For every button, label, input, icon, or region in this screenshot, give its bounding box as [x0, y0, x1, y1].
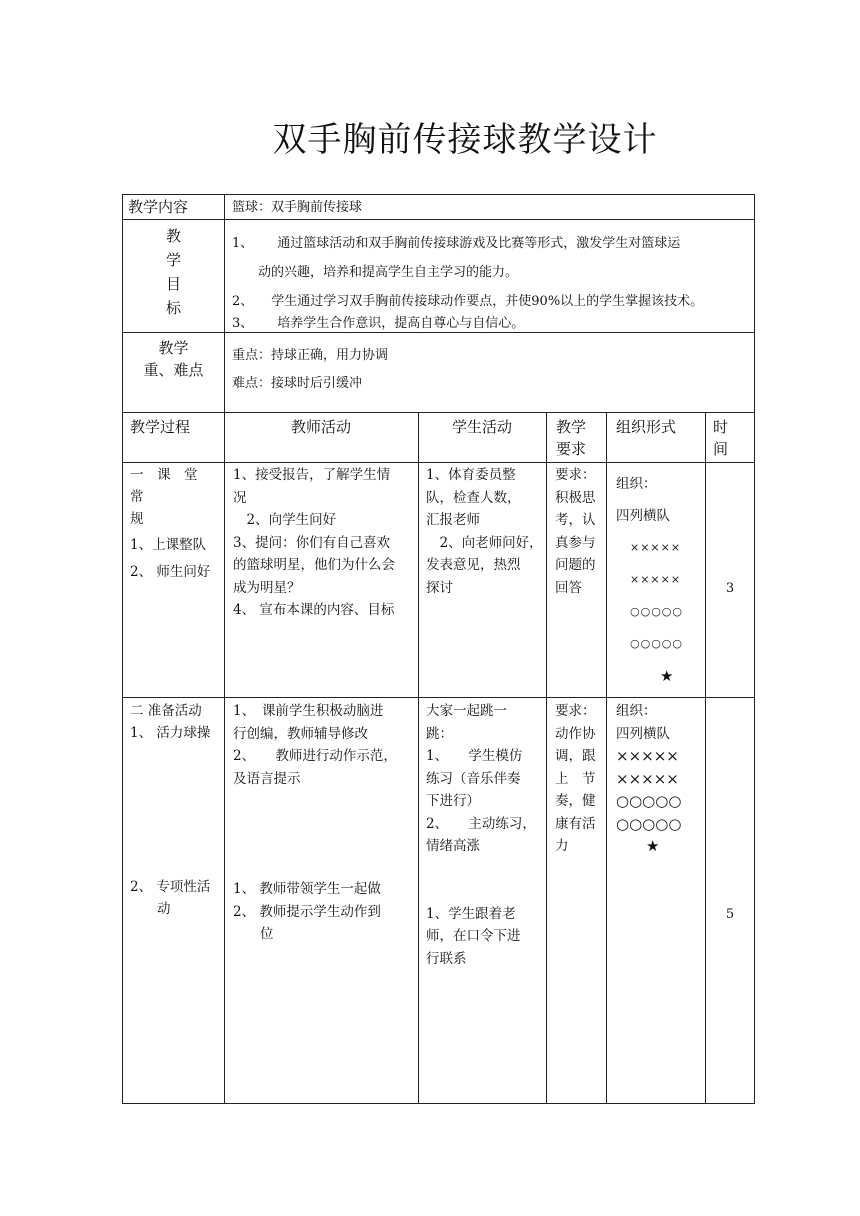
- objectives-label-char: 学: [165, 251, 181, 269]
- student-line: 行联系: [426, 950, 467, 967]
- requirement-line: 调，跟: [555, 748, 596, 764]
- formation-row: ○○○○○: [630, 637, 683, 650]
- header-organization: 组织形式: [616, 418, 677, 436]
- objective-item-1: [232, 229, 752, 258]
- objective-text: 培养学生合作意识，提高自尊心与自信心。: [277, 316, 525, 331]
- teacher-line: 位: [233, 926, 274, 942]
- organization-title: 组织：: [616, 703, 657, 719]
- teacher-line: 1、 课前学生积极动脑进: [233, 703, 384, 719]
- organization-formation: 四列横队: [616, 508, 670, 524]
- content-label: 教学内容: [128, 198, 189, 216]
- process-line: 1、上课整队: [130, 537, 207, 553]
- process-line: 一 课 堂 常: [130, 467, 211, 505]
- requirement-line: 力: [555, 838, 569, 854]
- objective-text: 通过篮球活动和双手胸前传接球游戏及比赛等形式，激发学生对篮球运: [277, 236, 681, 251]
- header-process: 教学过程: [130, 418, 191, 436]
- header-time-line: 间: [713, 440, 729, 458]
- header-requirement-line: 要求: [556, 440, 587, 458]
- student-line: 探讨: [426, 579, 453, 596]
- requirement-line: 要求：: [555, 703, 596, 719]
- teacher-line: 成为明星？: [233, 579, 301, 596]
- requirement-line: 动作协: [555, 725, 596, 742]
- objective-text: 学生通过学习双手胸前传接球动作要点，并使90%以上的学生掌握该技术。: [271, 294, 704, 309]
- requirement-line: 康有活: [555, 815, 596, 832]
- organization-title: 组织：: [616, 476, 657, 492]
- row2-teacher: [233, 700, 415, 946]
- keypoints-label-line: 重、难点: [143, 361, 204, 379]
- objective-text-cont: 动的兴趣，培养和提高学生自主学习的能力。: [258, 265, 519, 280]
- formation-row: ×××××: [630, 541, 682, 554]
- header-teacher: 教师活动: [290, 418, 351, 436]
- objectives-label-char: 标: [165, 299, 181, 317]
- requirement-line: 考，认: [555, 512, 596, 528]
- student-line: 练习（音乐伴奏: [426, 770, 521, 787]
- formation-row: ×××××: [630, 573, 682, 586]
- process-line: 规: [130, 511, 144, 527]
- teacher-line: 的篮球明星，他们为什么会: [233, 557, 395, 573]
- row2-time: 5: [725, 907, 735, 922]
- content-value: 篮球：双手胸前传接球: [232, 200, 363, 215]
- row2-organization: [616, 700, 704, 858]
- row2-student: [426, 700, 544, 970]
- formation-row: ○○○○○: [630, 605, 683, 618]
- requirement-line: 回答: [555, 579, 582, 596]
- requirement-line: 要求：: [555, 467, 596, 483]
- objectives-list: [232, 229, 752, 331]
- keypoints-label: [123, 337, 224, 381]
- row1-time: 3: [725, 581, 735, 596]
- student-line: 1、 学生模仿: [426, 748, 523, 764]
- student-line: 队，检查人数，: [426, 489, 521, 506]
- process-line: 2、 专项性活: [130, 879, 211, 895]
- row1-requirement: [555, 464, 605, 599]
- row2-requirement: [555, 700, 605, 858]
- objectives-label: [123, 224, 224, 320]
- key-point: 重点：持球正确，用力协调: [232, 348, 389, 363]
- teacher-line: 4、 宣布本课的内容、目标: [233, 602, 395, 618]
- student-line: 2、 主动练习，: [426, 815, 536, 832]
- teacher-line: 2、 教师进行动作示范，: [233, 748, 397, 764]
- row1-teacher: [233, 464, 415, 622]
- objective-num: 1、: [232, 236, 254, 251]
- organization-formation: 四列横队: [616, 725, 670, 742]
- objectives-label-char: 教: [165, 227, 181, 245]
- student-line: 下进行）: [426, 793, 480, 809]
- keypoints-content: [232, 342, 732, 398]
- header-student: 学生活动: [451, 418, 512, 436]
- requirement-line: 积极思: [555, 489, 596, 506]
- header-requirement: [556, 416, 606, 460]
- document-title: 双手胸前传接球教学设计: [272, 120, 658, 160]
- process-line: 二 准备活动: [130, 703, 202, 719]
- requirement-line: 奏，健: [555, 793, 596, 809]
- teacher-line: 况: [233, 489, 247, 506]
- teacher-star-icon: ★: [646, 837, 660, 855]
- teacher-line: 3、提问：你们有自己喜欢: [233, 534, 391, 551]
- formation-row: ×××××: [616, 747, 679, 765]
- teacher-line: 1、接受报告，了解学生情: [233, 467, 391, 483]
- objectives-label-char: 目: [165, 275, 181, 293]
- requirement-line: 真参与: [555, 534, 596, 551]
- student-line: 师，在口令下进: [426, 928, 521, 944]
- requirement-line: 上 节: [555, 770, 596, 787]
- formation-row: ×××××: [616, 769, 679, 788]
- header-requirement-line: 教学: [556, 418, 587, 436]
- student-line: 2、向老师问好，: [426, 534, 543, 551]
- teacher-star-icon: ★: [660, 667, 674, 685]
- objective-num: 3、: [232, 316, 254, 331]
- objective-item-2: [232, 287, 752, 317]
- header-time-line: 时: [713, 418, 729, 436]
- row1-student: [426, 464, 544, 599]
- formation-row: ○○○○○: [616, 792, 682, 810]
- student-line: 大家一起跳一: [426, 703, 507, 719]
- teacher-line: 1、 教师带领学生一起做: [233, 881, 381, 897]
- row2-process: [130, 700, 222, 920]
- process-line: 动: [130, 901, 171, 917]
- objective-num: 2、: [232, 294, 254, 309]
- requirement-line: 问题的: [555, 557, 596, 573]
- row1-organization: [616, 468, 704, 692]
- formation-row: ○○○○○: [616, 814, 682, 833]
- keypoints-label-line: 教学: [158, 339, 189, 357]
- teacher-line: 2、向学生问好: [233, 512, 337, 528]
- teacher-line: 行创编，教师辅导修改: [233, 725, 368, 742]
- student-line: 发表意见，热烈: [426, 557, 521, 573]
- objective-item-3: [232, 317, 752, 331]
- student-line: 情绪高涨: [426, 838, 480, 854]
- header-time: [713, 416, 753, 460]
- student-line: 1、体育委员整: [426, 467, 516, 483]
- row1-process: [130, 464, 222, 583]
- process-line: 2、 师生问好: [130, 564, 211, 580]
- teacher-line: 及语言提示: [233, 770, 301, 787]
- process-line: 1、 活力球操: [130, 725, 211, 741]
- student-line: 跳：: [426, 725, 453, 742]
- student-line: 汇报老师: [426, 512, 480, 528]
- difficult-point: 难点：接球时后引缓冲: [232, 376, 363, 391]
- teacher-line: 2、 教师提示学生动作到: [233, 903, 381, 920]
- student-line: 1、学生跟着老: [426, 905, 516, 922]
